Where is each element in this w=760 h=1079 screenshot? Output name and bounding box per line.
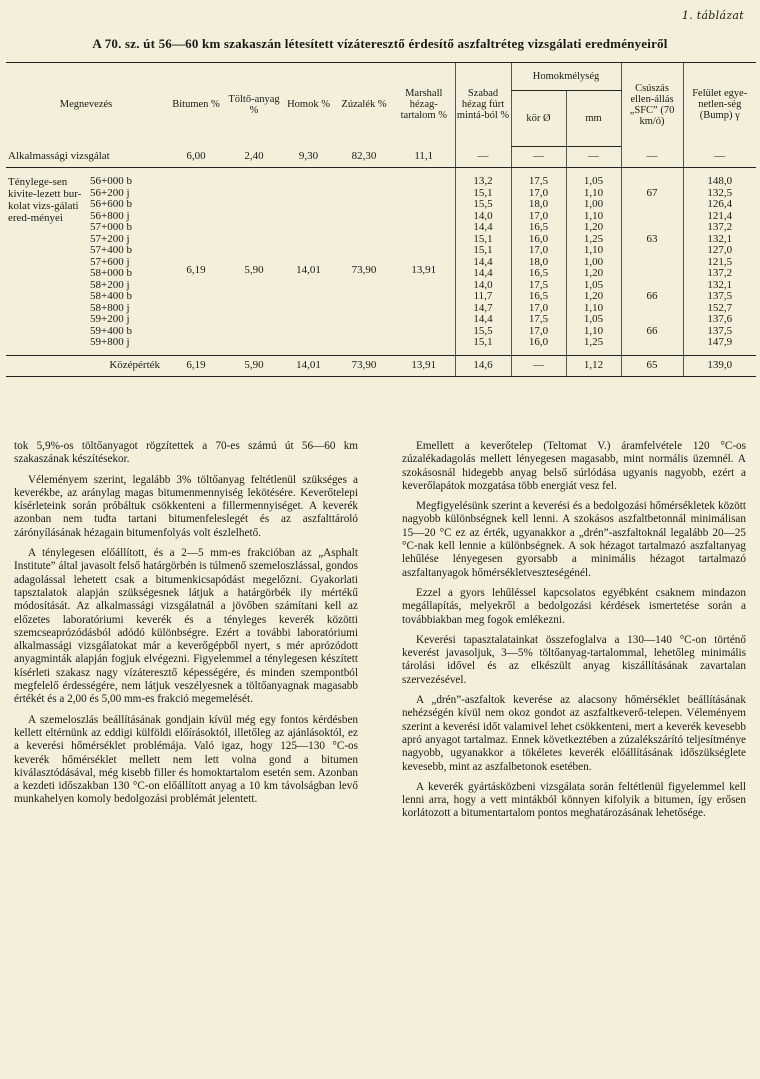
row-diameter: 17,0 bbox=[511, 303, 566, 315]
alk-filler: 2,40 bbox=[226, 147, 282, 168]
header-name: Megnevezés bbox=[6, 63, 166, 147]
text-column-right bbox=[402, 440, 746, 828]
row-sfc: 66 bbox=[621, 326, 683, 338]
row-sfc bbox=[621, 268, 683, 280]
row-sfc: 66 bbox=[621, 291, 683, 303]
row-free-void: 15,1 bbox=[455, 234, 511, 246]
row-bump: 121,5 bbox=[683, 257, 756, 269]
row-mm: 1,00 bbox=[566, 257, 621, 269]
header-bump: Felület egye-netlen-ség (Bump) γ bbox=[683, 63, 756, 147]
row-free-void: 14,4 bbox=[455, 314, 511, 326]
built-filler-value: 5,90 bbox=[244, 263, 264, 276]
alk-aggregate: 82,30 bbox=[335, 147, 393, 168]
paragraph: Ezzel a gyors lehűléssel kapcsolatos egyébként csaknem mindazon megállapítás, melyekről a bedolgozási kérdések ismertetése során a továbbiakban meg fogok emlékezni. bbox=[402, 586, 746, 626]
built-rows bbox=[6, 168, 756, 356]
row-mm: 1,25 bbox=[566, 337, 621, 355]
row-section: 58+800 j bbox=[90, 301, 130, 314]
row-free-void: 15,5 bbox=[455, 326, 511, 338]
row-bump: 137,5 bbox=[683, 326, 756, 338]
header-sfc: Csúszás ellen-állás „SFC” (70 km/ó) bbox=[621, 63, 683, 147]
row-sfc bbox=[621, 257, 683, 269]
row-bump: 137,5 bbox=[683, 291, 756, 303]
row-section: 57+400 b bbox=[90, 244, 132, 256]
row-mm: 1,05 bbox=[566, 280, 621, 292]
mean-aggregate: 73,90 bbox=[335, 355, 393, 376]
row-free-void: 14,4 bbox=[455, 222, 511, 234]
row-bump: 132,5 bbox=[683, 188, 756, 200]
row-bump: 126,4 bbox=[683, 199, 756, 211]
alk-label: Alkalmassági vizsgálat bbox=[6, 147, 166, 168]
row-section: 58+400 b bbox=[90, 290, 132, 302]
row-diameter: 16,5 bbox=[511, 268, 566, 280]
mean-sfc: 65 bbox=[621, 355, 683, 376]
row-sfc bbox=[621, 222, 683, 234]
paragraph: Véleményem szerint, legalább 3% töltőanyag feltétlenül szükséges a keverékbe, az aránylag magas bitumenmennyiség lekötésére. Keverőtelepi kísérleteink során próbáltuk csökkenteni a fillermennyiséget. A keverék azonban nem tudta tartani bitumenfeleslegét és az aszfalttároló zárónyílásának hézagain bitumenfolyás volt észlelhető. bbox=[14, 473, 358, 539]
row-mm: 1,10 bbox=[566, 211, 621, 223]
results-table bbox=[6, 62, 756, 377]
row-free-void: 14,4 bbox=[455, 257, 511, 269]
row-bump: 147,9 bbox=[683, 337, 756, 355]
row-diameter: 17,0 bbox=[511, 326, 566, 338]
row-sfc bbox=[621, 245, 683, 257]
header-sand-diameter: kör Ø bbox=[511, 91, 566, 147]
row-mm: 1,10 bbox=[566, 303, 621, 315]
header-filler: Töltő-anyag % bbox=[226, 63, 282, 147]
row-diameter: 17,0 bbox=[511, 188, 566, 200]
mean-row bbox=[6, 355, 756, 376]
alk-row bbox=[6, 147, 756, 168]
row-bump: 137,2 bbox=[683, 222, 756, 234]
mean-bitumen: 6,19 bbox=[166, 355, 226, 376]
row-section: 57+200 j bbox=[90, 232, 130, 245]
built-sand-value: 14,01 bbox=[296, 263, 321, 276]
row-mm: 1,05 bbox=[566, 314, 621, 326]
paragraph: Keverési tapasztalatainkat összefoglalva a 130—140 °C-on történő keverést javasoljuk, 3—5% töltőanyag-tartalommal, lehetőleg minimális tárolási idővel és az elkészült anyag kiszállításának zavartalan szervezésével. bbox=[402, 633, 746, 686]
row-free-void: 11,7 bbox=[455, 291, 511, 303]
table-row bbox=[6, 168, 756, 188]
alk-sfc: — bbox=[621, 147, 683, 168]
header-marshall: Marshall hézag-tartalom % bbox=[393, 63, 455, 147]
row-free-void: 15,1 bbox=[455, 188, 511, 200]
row-free-void: 14,0 bbox=[455, 280, 511, 292]
mean-diameter: — bbox=[511, 355, 566, 376]
mean-bump: 139,0 bbox=[683, 355, 756, 376]
row-section: 59+400 b bbox=[90, 324, 132, 337]
header-free-void: Szabad hézag fúrt mintá-ból % bbox=[455, 63, 511, 147]
table-label: 1. táblázat bbox=[681, 9, 744, 22]
row-diameter: 16,5 bbox=[511, 291, 566, 303]
row-sfc bbox=[621, 211, 683, 223]
row-mm: 1,25 bbox=[566, 234, 621, 246]
alk-bitumen: 6,00 bbox=[166, 147, 226, 168]
built-bitumen-value: 6,19 bbox=[186, 263, 206, 276]
mean-sand: 14,01 bbox=[282, 355, 335, 376]
row-sfc bbox=[621, 314, 683, 326]
paragraph: A keverék gyártásközbeni vizsgálata során feltétlenül figyelemmel kell lenni arra, hogy a vett mintákból könnyen kifolyik a bitumen, így erősen korlátozott a bitumentartalom pontos meghatározásának lehetősége. bbox=[402, 780, 746, 820]
paragraph: Emellett a keverőtelep (Teltomat V.) áramfelvétele 120 °C-os zúzalékadagolás mellett lényegesen magasabb, mint normális üzemnél. A szokásosnál hidegebb anyag belső súrlódása ugyanis nagyobb, ezért a keverőlapátok mozgatása több energiát vesz fel. bbox=[402, 440, 746, 492]
paragraph: A szemeloszlás beállításának gondjain kívül még egy fontos kérdésben kellett eltérnünk az eddigi külföldi előírásoktól, illetőleg az ajánlásoktól, ez a keverési hőmérséklet problémája. Való igaz, hogy 125—130 °C-os keverék hőmérséklet mellett nem lett volna gond a bitumen kiválasztódásával, még kisebb filler és homoktartalom esetén sem. Azonban a kezdeti időszakban 130 °C-on előállított anyag a 10 km távolságban levő munkahelyen komoly bedolgozási problémát jelentett. bbox=[14, 713, 358, 806]
row-section: 59+800 j bbox=[90, 336, 130, 348]
built-filler bbox=[226, 168, 282, 356]
row-section: 56+200 j bbox=[90, 186, 130, 199]
paragraph: tok 5,9%-os töltőanyagot rögzítettek a 70-es számú út 56—60 km szakaszának készítésekor. bbox=[14, 440, 358, 466]
alk-free-void: — bbox=[455, 147, 511, 168]
row-mm: 1,10 bbox=[566, 188, 621, 200]
paragraph: A „drén”-aszfaltok keverése az alacsony hőmérséklet beállításának nehézségén kívül nem okoz gondot az aszfaltkeverő-telepen. Véleményem szerint a keverési időt valamivel lehet csökkenteni, mert a keverék kevesebb apró anyagot tartalmaz. Ennek következtében a zúzalékszárító teljesítménye nagyobb, ugyanakkor a tökéletes keverék előállításának időszükséglete kevesebb, mint az aszfalbetonok esetében. bbox=[402, 694, 746, 773]
header-bitumen: Bitumen % bbox=[166, 63, 226, 147]
paragraph: Megfigyelésünk szerint a keverési és a bedolgozási hőmérsékletek között nagyobb különbségnek kell lenni. A szokásos aszfaltbetonnál minimálisan 15—20 °C ez az érték, ugyanakkor a „drén”-aszfaltoknál legalább 20—25 °C-nak kell lennie a különbségnek. A sok hézagot tartalmazó aszfaltanyag lehűlése lényegesen gyorsabb a minimális hézagot tartalmazó aszfaltanyagok hőmérsékletveszteségénél. bbox=[402, 500, 746, 579]
table-title: A 70. sz. út 56—60 km szakaszán létesített vízáteresztő érdesítő aszfaltréteg vizsgálati eredményeiről bbox=[92, 36, 668, 51]
row-diameter: 17,5 bbox=[511, 280, 566, 292]
row-sfc bbox=[621, 168, 683, 188]
row-free-void: 14,0 bbox=[455, 211, 511, 223]
header-sand-depth: Homokmélység bbox=[511, 63, 621, 91]
row-sfc bbox=[621, 337, 683, 355]
row-mm: 1,20 bbox=[566, 222, 621, 234]
row-free-void: 14,4 bbox=[455, 268, 511, 280]
row-mm: 1,05 bbox=[566, 168, 621, 188]
row-mm: 1,10 bbox=[566, 326, 621, 338]
row-sfc: 63 bbox=[621, 234, 683, 246]
mean-filler: 5,90 bbox=[226, 355, 282, 376]
mean-marshall: 13,91 bbox=[393, 355, 455, 376]
built-bitumen bbox=[166, 168, 226, 356]
row-sfc: 67 bbox=[621, 188, 683, 200]
built-aggregate bbox=[335, 168, 393, 356]
built-aggregate-value: 73,90 bbox=[351, 263, 377, 276]
row-section: 58+000 b bbox=[90, 267, 132, 279]
mean-label: Középérték bbox=[6, 355, 166, 376]
header-aggregate: Zúzalék % bbox=[335, 63, 393, 147]
row-bump: 152,7 bbox=[683, 303, 756, 315]
row-mm: 1,10 bbox=[566, 245, 621, 257]
alk-bump: — bbox=[683, 147, 756, 168]
row-bump: 132,1 bbox=[683, 280, 756, 292]
row-section: 58+200 j bbox=[90, 278, 130, 291]
alk-diameter: — bbox=[511, 147, 566, 168]
row-mm: 1,20 bbox=[566, 268, 621, 280]
row-diameter: 16,0 bbox=[511, 337, 566, 355]
row-free-void: 15,1 bbox=[455, 245, 511, 257]
built-label: Ténylege-sen kivite-lezett bur-kolat vizs-gálati ered-ményei bbox=[8, 176, 82, 224]
alk-sand: 9,30 bbox=[282, 147, 335, 168]
header-sand: Homok % bbox=[282, 63, 335, 147]
row-diameter: 17,5 bbox=[511, 168, 566, 188]
row-section: 57+600 j bbox=[90, 255, 130, 268]
text-column-left bbox=[14, 440, 358, 814]
row-bump: 127,0 bbox=[683, 245, 756, 257]
alk-mm: — bbox=[566, 147, 621, 168]
row-section: 56+800 j bbox=[90, 209, 130, 222]
row-section: 56+000 b bbox=[90, 175, 132, 187]
row-bump: 148,0 bbox=[683, 168, 756, 188]
row-mm: 1,20 bbox=[566, 291, 621, 303]
row-diameter: 17,0 bbox=[511, 211, 566, 223]
row-section: 56+600 b bbox=[90, 198, 132, 210]
paragraph: A ténylegesen előállított, és a 2—5 mm-es frakcióban az „Asphalt Institute” által javasolt felső határgörbén is túlmenő szemeloszlással, gondos adagolással lehetett csak a bitumenkicsapódást megelőzni. Gyakorlati tapsztalatok alapján szükségesnek látjuk a határgörbék ily mértékű módosítását. Az alkalmassági vizsgálatnál a jövőben számítani kell az előzetes laboratóriumi keverék és a tényleges keverék közötti szemcseaprózódásból adódó különbségre. Ezért a további laboratóriumi alkalmassági vizsgálatokat már a keverőgépből nyert, s mér aprózódott anyagminták alapján fogjuk elvégezni. Figyelemmel a ténylegesen készített kísérleti szakasz nagy vízáteresztő képességére, és minden szempontból megfelelő érdességére, nem látjuk veszélyesnek a töltőanyagnak magasabb értékét és a 2,00 és 5,00 mm-es frakció megemelését. bbox=[14, 547, 358, 706]
mean-free-void: 14,6 bbox=[455, 355, 511, 376]
header-sand-mm: mm bbox=[566, 91, 621, 147]
row-diameter: 16,0 bbox=[511, 234, 566, 246]
row-sfc bbox=[621, 303, 683, 315]
row-bump: 137,2 bbox=[683, 268, 756, 280]
row-sfc bbox=[621, 199, 683, 211]
row-free-void: 15,5 bbox=[455, 199, 511, 211]
row-diameter: 17,5 bbox=[511, 314, 566, 326]
row-section: 59+200 j bbox=[90, 313, 130, 325]
row-bump: 137,6 bbox=[683, 314, 756, 326]
row-diameter: 16,5 bbox=[511, 222, 566, 234]
row-diameter: 17,0 bbox=[511, 245, 566, 257]
row-free-void: 15,1 bbox=[455, 337, 511, 355]
row-diameter: 18,0 bbox=[511, 199, 566, 211]
row-bump: 132,1 bbox=[683, 234, 756, 246]
built-marshall-value: 13,91 bbox=[411, 263, 437, 276]
mean-mm: 1,12 bbox=[566, 355, 621, 376]
row-mm: 1,00 bbox=[566, 199, 621, 211]
built-marshall bbox=[393, 168, 455, 356]
alk-marshall: 11,1 bbox=[393, 147, 455, 168]
row-bump: 121,4 bbox=[683, 211, 756, 223]
row-free-void: 14,7 bbox=[455, 303, 511, 315]
row-section: 57+000 b bbox=[90, 221, 132, 233]
row-diameter: 18,0 bbox=[511, 257, 566, 269]
row-free-void: 13,2 bbox=[455, 168, 511, 188]
built-sand bbox=[282, 168, 335, 356]
